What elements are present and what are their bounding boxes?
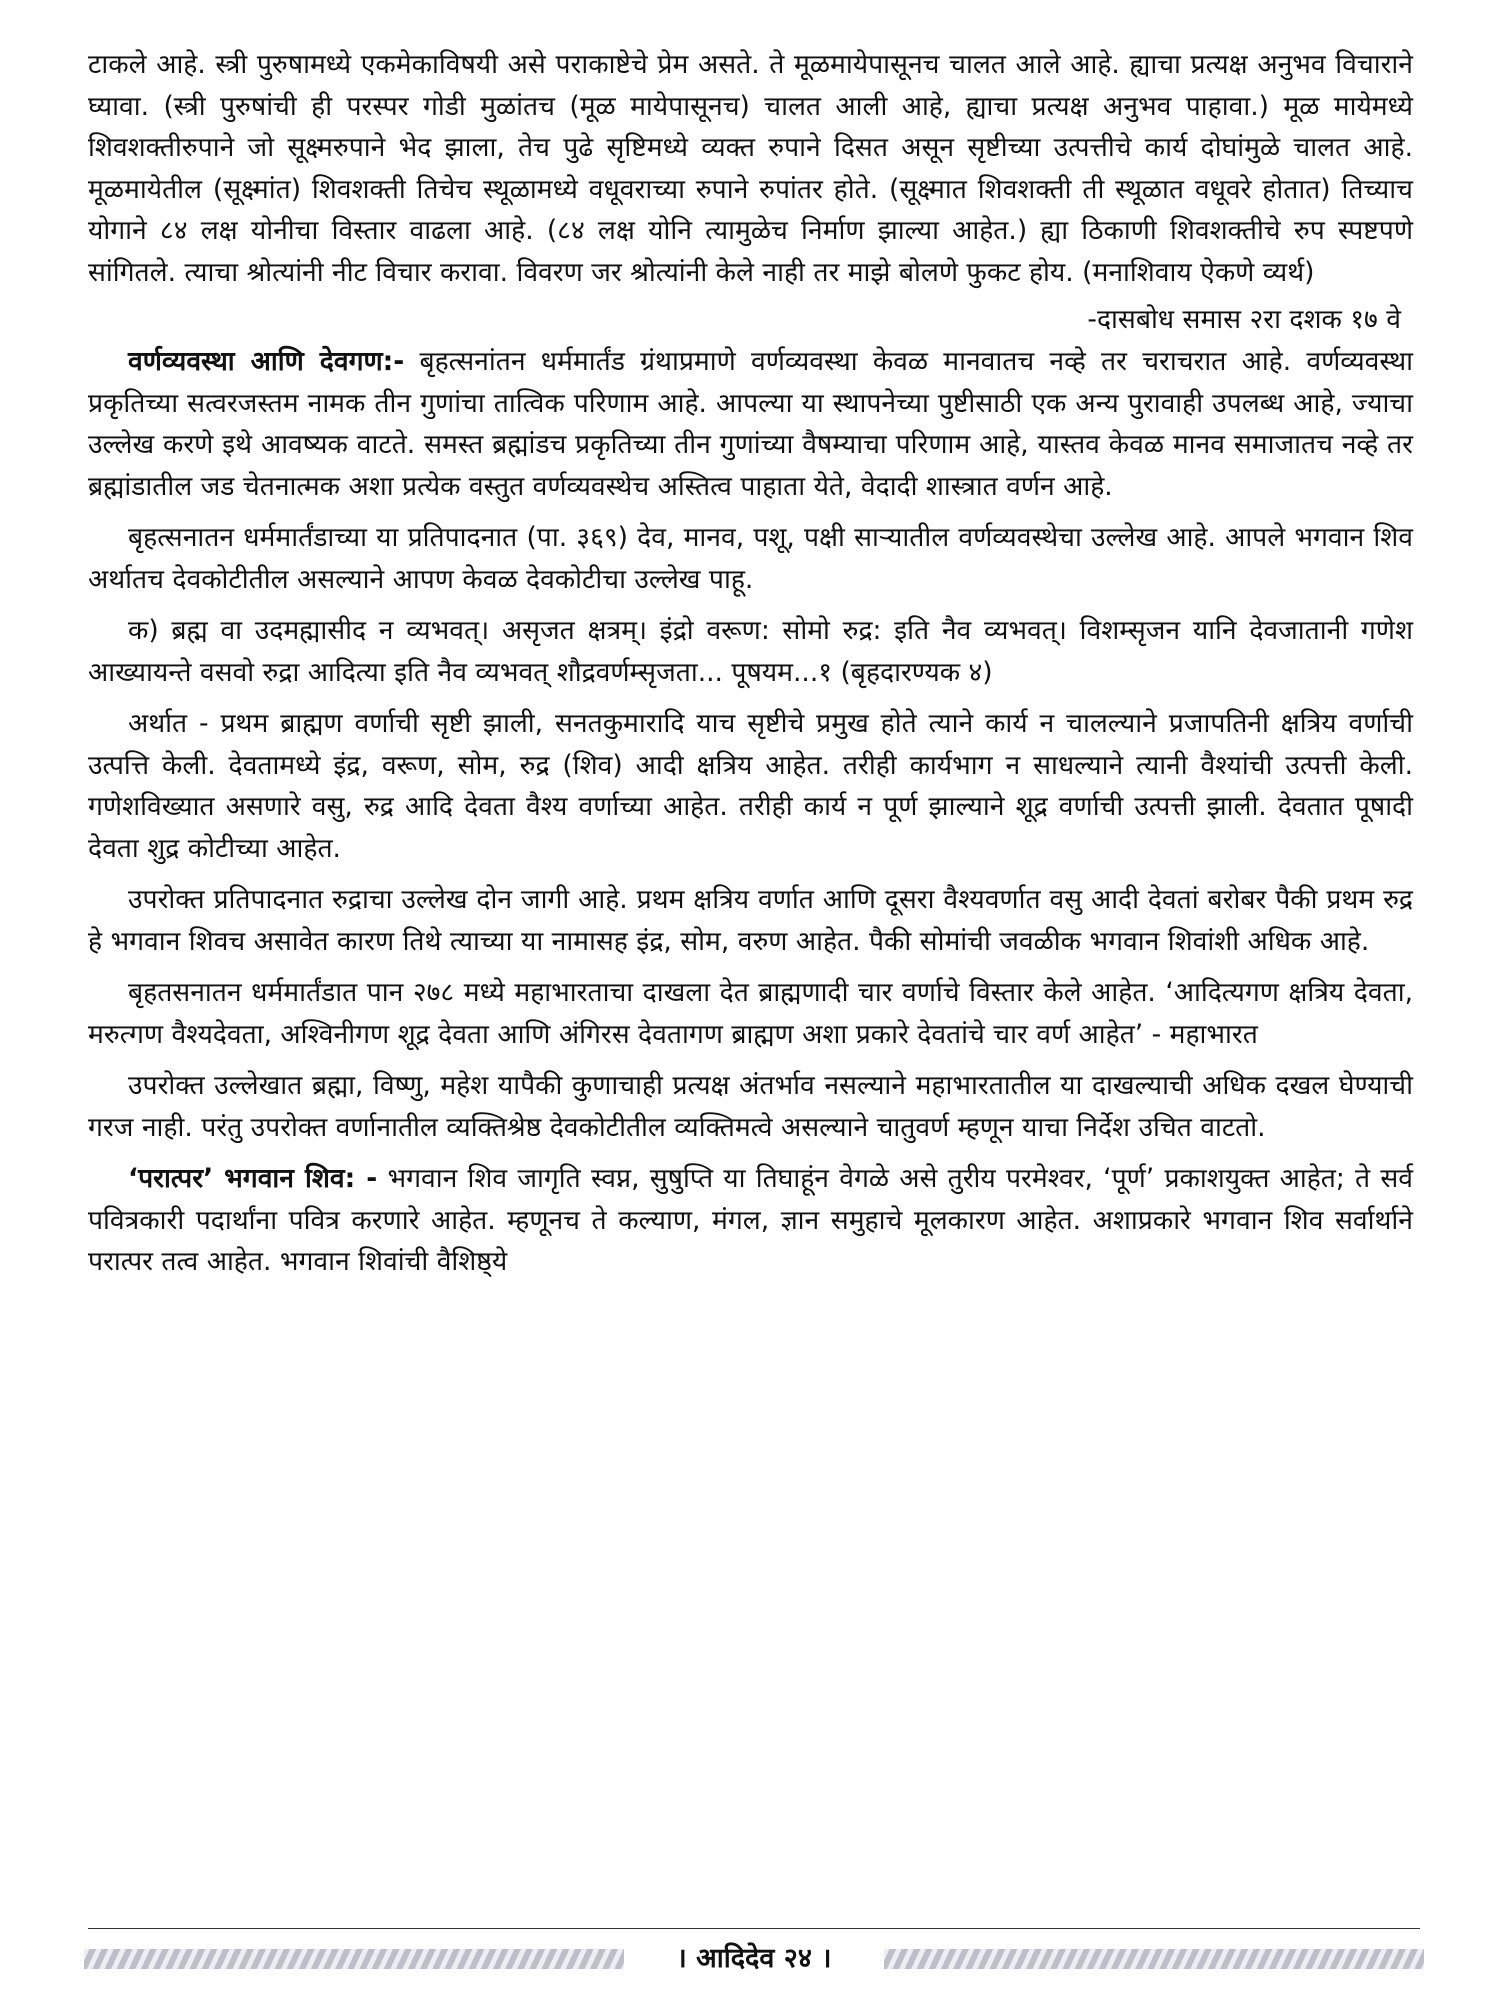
paragraph-meaning: अर्थात - प्रथम ब्राह्मण वर्णाची सृष्टी झाली, सनतकुमारादि याच सृष्टीचे प्रमुख होते त्याने कार्य न चालल्याने प्रजापतिनी क्षत्रिय वर्णाची उत्पत्ति केली. देवतामध्ये इंद्र, वरूण, सोम, रुद्र (शिव) आदी क्षत्रिय आहेत. तरीही कार्यभाग न साधल्याने त्यानी वैश्यांची उत्पत्ती केली. गणेशविख्यात असणारे वसु, रुद्र आदि देवता वैश्य वर्णाच्या आहेत. तरीही कार्य न पूर्ण झाल्याने शूद्र वर्णाची उत्पत्ती झाली. देवतात पूषादी देवता शुद्र कोटीच्या आहेत. <box>88 708 1413 864</box>
section-heading-paratpar: ‘परात्पर’ भगवान शिव: - <box>128 1163 378 1194</box>
section-heading-varna: वर्णव्यवस्था आणि देवगण:- <box>128 346 405 377</box>
paragraph-rudra-mention: उपरोक्त प्रतिपादनात रुद्राचा उल्लेख दोन जागी आहे. प्रथम क्षत्रिय वर्णात आणि दूसरा वैश्यवर्णात वसु आदी देवतां बरोबर पैकी प्रथम रुद्र हे भगवान शिवच असावेत कारण तिथे त्याच्या या नामासह इंद्र, सोम, वरुण आहेत. पैकी सोमांची जवळीक भगवान शिवांशी अधिक आहे. <box>88 884 1413 957</box>
footer-decoration-left <box>84 1949 624 1969</box>
paragraph-dharmamartand: बृहत्सनातन धर्ममार्तंडाच्या या प्रतिपादनात (पा. ३६९) देव, मानव, पशू, पक्षी साऱ्यातील वर्णव्यवस्थेचा उल्लेख आहे. आपले भगवान शिव अर्थातच देवकोटीतील असल्याने आपण केवळ देवकोटीचा उल्लेख पाहू. <box>88 522 1413 595</box>
page-text <box>88 44 1413 1283</box>
page-number-label: । आदिदेव २४ । <box>676 1943 832 1974</box>
paragraph-dasbodh-explanation: टाकले आहे. स्त्री पुरुषामध्ये एकमेकाविषयी असे पराकाष्टेचे प्रेम असते. ते मूळमायेपासूनच चालत आले आहे. ह्याचा प्रत्यक्ष अनुभव विचाराने घ्यावा. (स्त्री पुरुषांची ही परस्पर गोडी मुळांतच (मूळ मायेपासूनच) चालत आली आहे, ह्याचा प्रत्यक्ष अनुभव पाहावा.) मूळ मायेमध्ये शिवशक्तीरुपाने जो सूक्ष्मरुपाने भेद झाला, तेच पुढे सृष्टिमध्ये व्यक्त रुपाने दिसत असून सृष्टीच्या उत्पत्तीचे कार्य दोघांमुळे चालत आहे. मूळमायेतील (सूक्ष्मांत) शिवशक्ती तिचेच स्थूळामध्ये वधूवराच्या रुपाने रुपांतर होते. (सूक्ष्मात शिवशक्ती ती स्थूळात वधूवरे होतात) तिच्याच योगाने ८४ लक्ष योनीचा विस्तार वाढला आहे. (८४ लक्ष योनि त्यामुळेच निर्माण झाल्या आहेत.) ह्या ठिकाणी शिवशक्तीचे रुप स्पष्टपणे सांगितले. त्याचा श्रोत्यांनी नीट विचार करावा. विवरण जर श्रोत्यांनी केले नाही तर माझे बोलणे फुकट होय. (मनाशिवाय ऐकणे व्यर्थ) <box>88 49 1413 288</box>
paragraph-varna-system <box>88 341 1413 507</box>
page-footer <box>84 1940 1424 1980</box>
paragraph-paratpar-shiva <box>88 1158 1413 1283</box>
paragraph-paratpar-body: भगवान शिव जागृति स्वप्न, सुषुप्ति या तिघाहूंन वेगळे असे तुरीय परमेश्वर, ‘पूर्ण’ प्रकाशयुक्त आहेत; ते सर्व पवित्रकारी पदार्थांना पवित्र करणारे आहेत. म्हणूनच ते कल्याण, मंगल, ज्ञान समुहाचे मूलकारण आहेत. अशाप्रकारे भगवान शिव सर्वार्थाने परात्पर तत्व आहेत. भगवान शिवांची वैशिष्ठ्ये <box>88 1163 1413 1277</box>
citation-dasbodh: -दासबोध समास २रा दशक १७ वे <box>1087 304 1401 335</box>
footer-rule <box>88 1928 1420 1929</box>
paragraph-mahabharata: बृहतसनातन धर्ममार्तंडात पान २७८ मध्ये महाभारताचा दाखला देत ब्राह्मणादी चार वर्णाचे विस्तार केले आहेत. ‘आदित्यगण क्षत्रिय देवता, मरुत्गण वैश्यदेवता, अश्विनीगण शूद्र देवता आणि अंगिरस देवतागण ब्राह्मण अशा प्रकारे देवतांचे चार वर्ण आहेत’ - महाभारत <box>88 977 1413 1050</box>
footer-decoration-right <box>884 1949 1424 1969</box>
paragraph-trinity-note: उपरोक्त उल्लेखात ब्रह्मा, विष्णु, महेश यापैकी कुणाचाही प्रत्यक्ष अंतर्भाव नसल्याने महाभारतातील या दाखल्याची अधिक दखल घेण्याची गरज नाही. परंतु उपरोक्त वर्णानातील व्यक्तिश्रेष्ठ देवकोटीतील व्यक्तिमत्वे असल्याने चातुवर्ण म्हणून याचा निर्देश उचित वाटतो. <box>88 1070 1413 1143</box>
paragraph-brihadaranyaka-quote: क) ब्रह्म वा उदमह्मासीद न व्यभवत्। असृजत क्षत्रम्। इंद्रो वरूण: सोमो रुद्र: इति नैव व्यभवत्। विशम्सृजन यानि देवजातानी गणेश आख्यायन्ते वसवो रुद्रा आदित्या इति नैव व्यभवत् शौद्रवर्णम्सृजता... पूषयम...१ (बृहदारण्यक ४) <box>88 615 1413 688</box>
paragraph-varna-body: बृहत्सनांतन धर्ममार्तंड ग्रंथाप्रमाणे वर्णव्यवस्था केवळ मानवातच नव्हे तर चराचरात आहे. वर्णव्यवस्था प्रकृतिच्या सत्वरजस्तम नामक तीन गुणांचा तात्विक परिणाम आहे. आपल्या या स्थापनेच्या पुष्टीसाठी एक अन्य पुरावाही उपलब्ध आहे, ज्याचा उल्लेख करणे इथे आवष्यक वाटते. समस्त ब्रह्मांडच प्रकृतिच्या तीन गुणांच्या वैषम्याचा परिणाम आहे, यास्तव केवळ मानव समाजातच नव्हे तर ब्रह्मांडातील जड चेतनात्मक अशा प्रत्येक वस्तुत वर्णव्यवस्थेच अस्तित्व पाहाता येते, वेदादी शास्त्रात वर्णन आहे. <box>88 346 1413 502</box>
